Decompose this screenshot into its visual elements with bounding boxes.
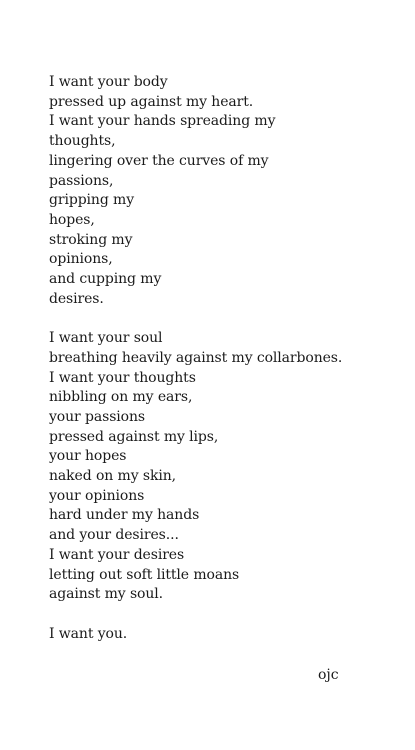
poem-line: your passions xyxy=(49,408,145,425)
poem-line: your opinions xyxy=(49,487,145,504)
poem-line: opinions, xyxy=(49,251,113,268)
poem-body xyxy=(49,73,389,644)
author-signature: ojc xyxy=(318,667,339,683)
poem-line: nibbling on my ears, xyxy=(49,389,193,406)
poem-line: letting out soft little moans xyxy=(49,566,240,583)
stanza-3 xyxy=(49,625,389,645)
stanza-2 xyxy=(49,329,389,605)
stanza-1 xyxy=(49,73,389,309)
poem-line: I want your thoughts xyxy=(49,369,196,386)
poem-line: pressed up against my heart. xyxy=(49,93,254,110)
poem-line: breathing heavily against my collarbones. xyxy=(49,349,343,366)
poem-line: I want you. xyxy=(49,625,128,642)
poem-line: hard under my hands xyxy=(49,507,200,524)
poem-line: desires. xyxy=(49,290,104,307)
poem-line: I want your desires xyxy=(49,546,185,563)
poem-line: stroking my xyxy=(49,231,133,248)
poem-line: hopes, xyxy=(49,211,95,228)
poem-line: gripping my xyxy=(49,192,135,209)
poem-line: your hopes xyxy=(49,448,127,465)
poem-line: and your desires... xyxy=(49,527,179,544)
poem-line: against my soul. xyxy=(49,586,164,603)
poem-line: I want your soul xyxy=(49,330,163,347)
poem-line: and cupping my xyxy=(49,271,162,288)
poem-line: lingering over the curves of my xyxy=(49,152,269,169)
poem-line: naked on my skin, xyxy=(49,468,176,485)
poem-line: I want your hands spreading my xyxy=(49,113,276,130)
poem-line: passions, xyxy=(49,172,114,189)
poem-line: thoughts, xyxy=(49,133,116,150)
poem-line: pressed against my lips, xyxy=(49,428,219,445)
poem-line: I want your body xyxy=(49,74,168,90)
